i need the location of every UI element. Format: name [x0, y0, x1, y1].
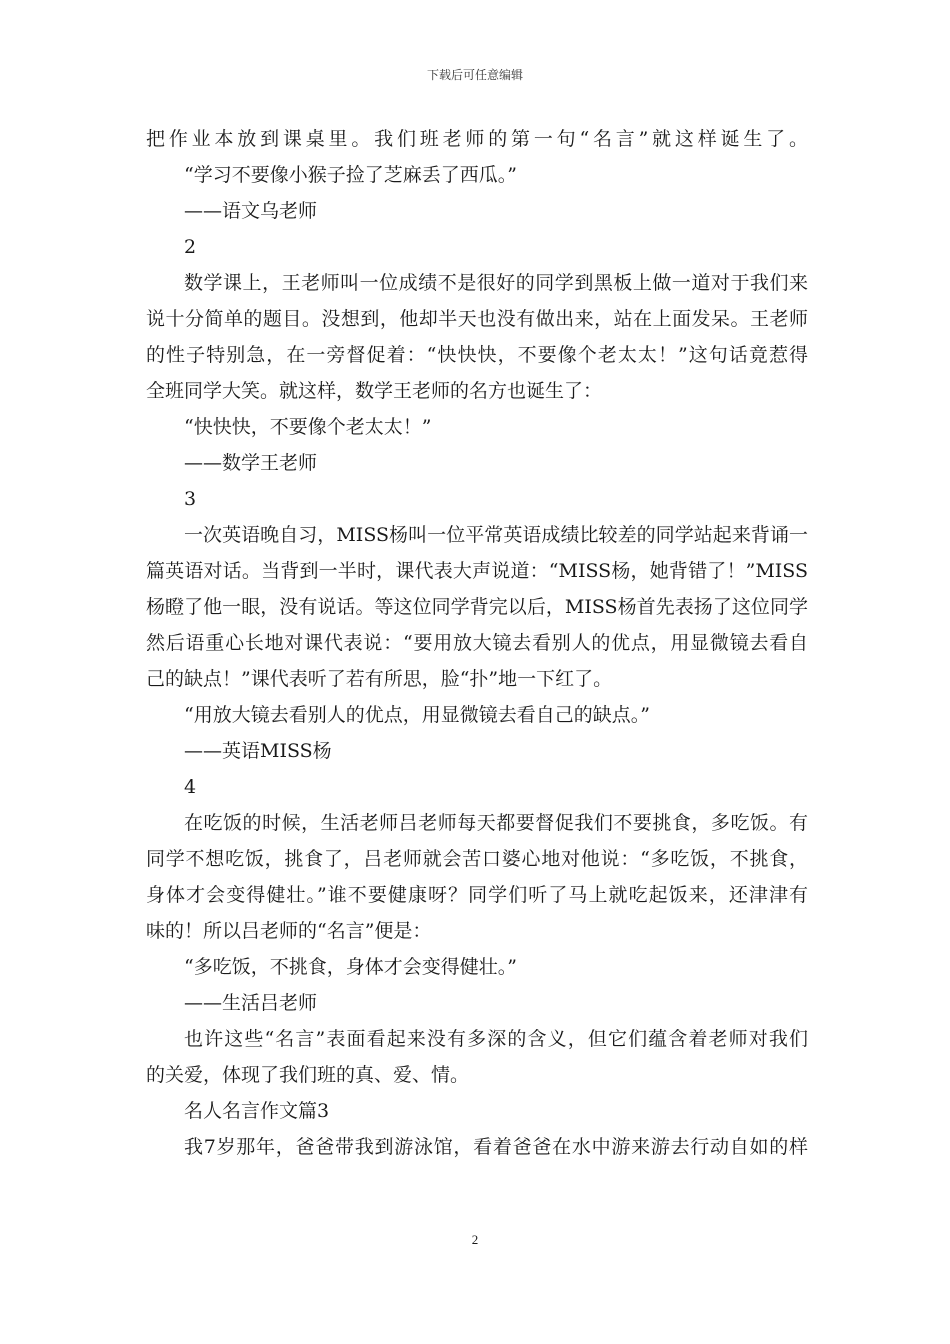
paragraph-line: 的关爱，体现了我们班的真、爱、情。	[146, 1064, 470, 1086]
paragraph-line: 篇英语对话。当背到一半时，课代表大声说道：“MISS杨，她背错了！”MISS	[146, 560, 808, 582]
section-number: 3	[184, 488, 197, 510]
quote-line: “多吃饭，不挑食，身体才会变得健壮。”	[184, 956, 517, 978]
attribution-line: ——数学王老师	[184, 452, 318, 474]
quote-line: “快快快，不要像个老太太！”	[184, 416, 432, 438]
quote-line: “学习不要像小猴子捡了芝麻丢了西瓜。”	[184, 164, 517, 186]
paragraph-line: 全班同学大笑。就这样，数学王老师的名方也诞生了：	[146, 380, 603, 402]
paragraph-line: 一次英语晚自习，MISS杨叫一位平常英语成绩比较差的同学站起来背诵一	[184, 524, 808, 546]
paragraph-line: 然后语重心长地对课代表说：“要用放大镜去看别人的优点，用显微镜去看自	[146, 632, 808, 654]
attribution-line: ——生活吕老师	[184, 992, 318, 1014]
paragraph-line: 同学不想吃饭，挑食了，吕老师就会苦口婆心地对他说：“多吃饭，不挑食，	[146, 848, 808, 870]
paragraph-line: 数学课上，王老师叫一位成绩不是很好的同学到黑板上做一道对于我们来	[184, 272, 808, 294]
paragraph-line: 的性子特别急，在一旁督促着：“快快快，不要像个老太太！”这句话竟惹得	[146, 344, 808, 366]
paragraph-line: 我7岁那年，爸爸带我到游泳馆，看着爸爸在水中游来游去行动自如的样	[184, 1136, 808, 1158]
section-heading: 名人名言作文篇3	[184, 1100, 330, 1122]
document-body	[146, 124, 808, 1168]
paragraph-line: 己的缺点！”课代表听了若有所思，脸“扑”地一下红了。	[146, 668, 613, 690]
section-number: 4	[184, 776, 197, 798]
quote-line: “用放大镜去看别人的优点，用显微镜去看自己的缺点。”	[184, 704, 650, 726]
paragraph-line: 在吃饭的时候，生活老师吕老师每天都要督促我们不要挑食，多吃饭。有	[184, 812, 808, 834]
paragraph-line: 说十分简单的题目。没想到，他却半天也没有做出来，站在上面发呆。王老师	[146, 308, 808, 330]
page-number: 2	[471, 1232, 479, 1247]
paragraph-line: 味的！所以吕老师的“名言”便是：	[146, 920, 432, 942]
page-header: 下载后可任意编辑	[426, 68, 523, 82]
section-number: 2	[184, 236, 197, 258]
paragraph-line: 把作业本放到课桌里。我们班老师的第一句“名言”就这样诞生了。	[146, 128, 808, 150]
attribution-line: ——英语MISS杨	[184, 740, 332, 762]
paragraph-line: 也许这些“名言”表面看起来没有多深的含义，但它们蕴含着老师对我们	[184, 1028, 808, 1050]
paragraph-line: 杨瞪了他一眼，没有说话。等这位同学背完以后，MISS杨首先表扬了这位同学	[146, 596, 808, 618]
paragraph-line: 身体才会变得健壮。”谁不要健康呀？同学们听了马上就吃起饭来，还津津有	[146, 884, 808, 906]
attribution-line: ——语文乌老师	[184, 200, 318, 222]
